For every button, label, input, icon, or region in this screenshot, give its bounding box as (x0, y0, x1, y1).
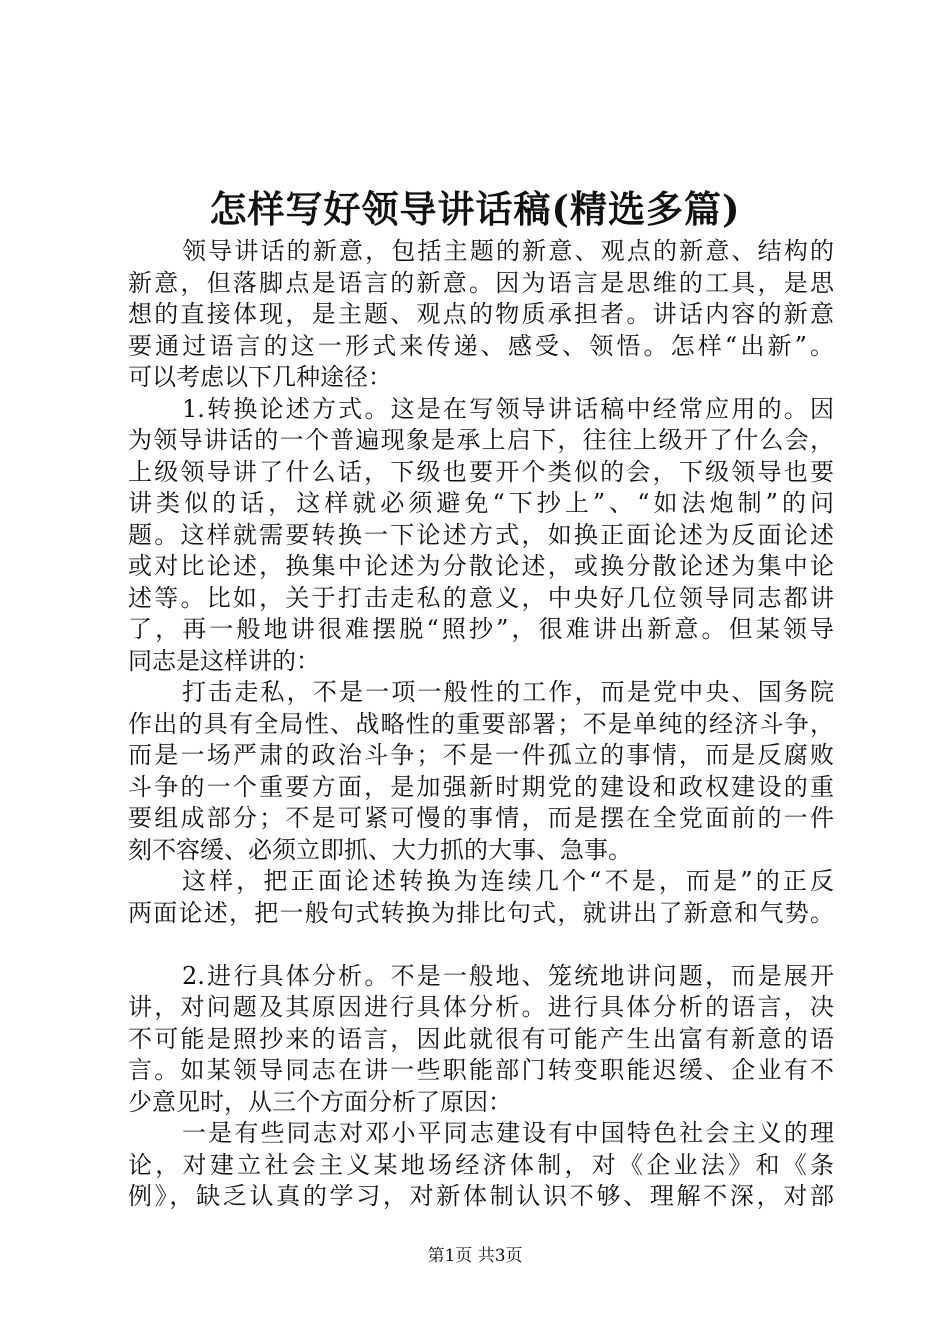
body-line: 两面论述，把一般句式转换为排比句式，就讲出了新意和气势。 (128, 898, 834, 927)
body-line: 述等。比如，关于打击走私的意义，中央好几位领导同志都讲 (128, 583, 834, 612)
body-line: 同志是这样讲的： (128, 646, 320, 675)
body-line: 要组成部分；不是可紧可慢的事情，而是摆在全党面前的一件 (128, 804, 834, 832)
body-line: 题。这样就需要转换一下论述方式，如换正面论述为反面论述 (128, 520, 834, 549)
body-line: 作出的具有全局性、战略性的重要部署；不是单纯的经济斗争， (128, 709, 834, 738)
body-line: 刻不容缓、必须立即抓、大力抓的大事、急事。 (128, 835, 632, 864)
document-body (128, 236, 834, 1213)
body-line: 要通过语言的这一形式来传递、感受、领悟。怎样“出新”。 (128, 331, 834, 360)
paragraph-gap (128, 929, 834, 961)
body-line: 少意见时，从三个方面分析了原因： (128, 1087, 512, 1116)
body-line: 言。如某领导同志在讲一些职能部门转变职能迟缓、企业有不 (128, 1056, 834, 1084)
body-line: 可以考虑以下几种途径： (128, 363, 392, 391)
body-line: 上级领导讲了什么话，下级也要开个类似的会，下级领导也要 (128, 457, 834, 486)
body-line: 例》，缺乏认真的学习，对新体制认识不够、理解不深，对部 (128, 1182, 834, 1210)
body-line: 而是一场严肃的政治斗争；不是一件孤立的事情，而是反腐败 (128, 741, 834, 769)
body-line: 这样，把正面论述转换为连续几个“不是，而是”的正反 (182, 867, 834, 895)
body-line: 想的直接体现，是主题、观点的物质承担者。讲话内容的新意 (128, 300, 834, 328)
body-line: 不可能是照抄来的语言，因此就很有可能产生出富有新意的语 (128, 1024, 834, 1053)
body-line: 了，再一般地讲很难摆脱“照抄”，很难讲出新意。但某领导 (128, 615, 834, 643)
body-line: 一是有些同志对邓小平同志建设有中国特色社会主义的理 (182, 1119, 834, 1147)
body-line: 新意，但落脚点是语言的新意。因为语言是思维的工具，是思 (128, 268, 834, 297)
body-line: 讲，对问题及其原因进行具体分析。进行具体分析的语言，决 (128, 993, 834, 1021)
body-line: 1.转换论述方式。这是在写领导讲话稿中经常应用的。因 (182, 394, 834, 423)
body-line: 或对比论述，换集中论述为分散论述，或换分散论述为集中论 (128, 552, 834, 580)
body-line: 斗争的一个重要方面，是加强新时期党的建设和政权建设的重 (128, 772, 834, 801)
body-line: 领导讲话的新意，包括主题的新意、观点的新意、结构的 (182, 237, 834, 265)
page-footer: 第1页 共3页 (427, 1246, 523, 1266)
body-line: 讲类似的话，这样就必须避免“下抄上”、“如法炮制”的问 (128, 489, 834, 517)
document-title: 怎样写好领导讲话稿(精选多篇) (209, 187, 741, 231)
body-line: 2.进行具体分析。不是一般地、笼统地讲问题，而是展开 (182, 961, 834, 990)
body-line: 打击走私，不是一项一般性的工作，而是党中央、国务院 (182, 678, 834, 706)
body-line: 论，对建立社会主义某地场经济体制，对《企业法》和《条 (128, 1150, 834, 1179)
body-line: 为领导讲话的一个普遍现象是承上启下，往往上级开了什么会， (128, 426, 834, 454)
